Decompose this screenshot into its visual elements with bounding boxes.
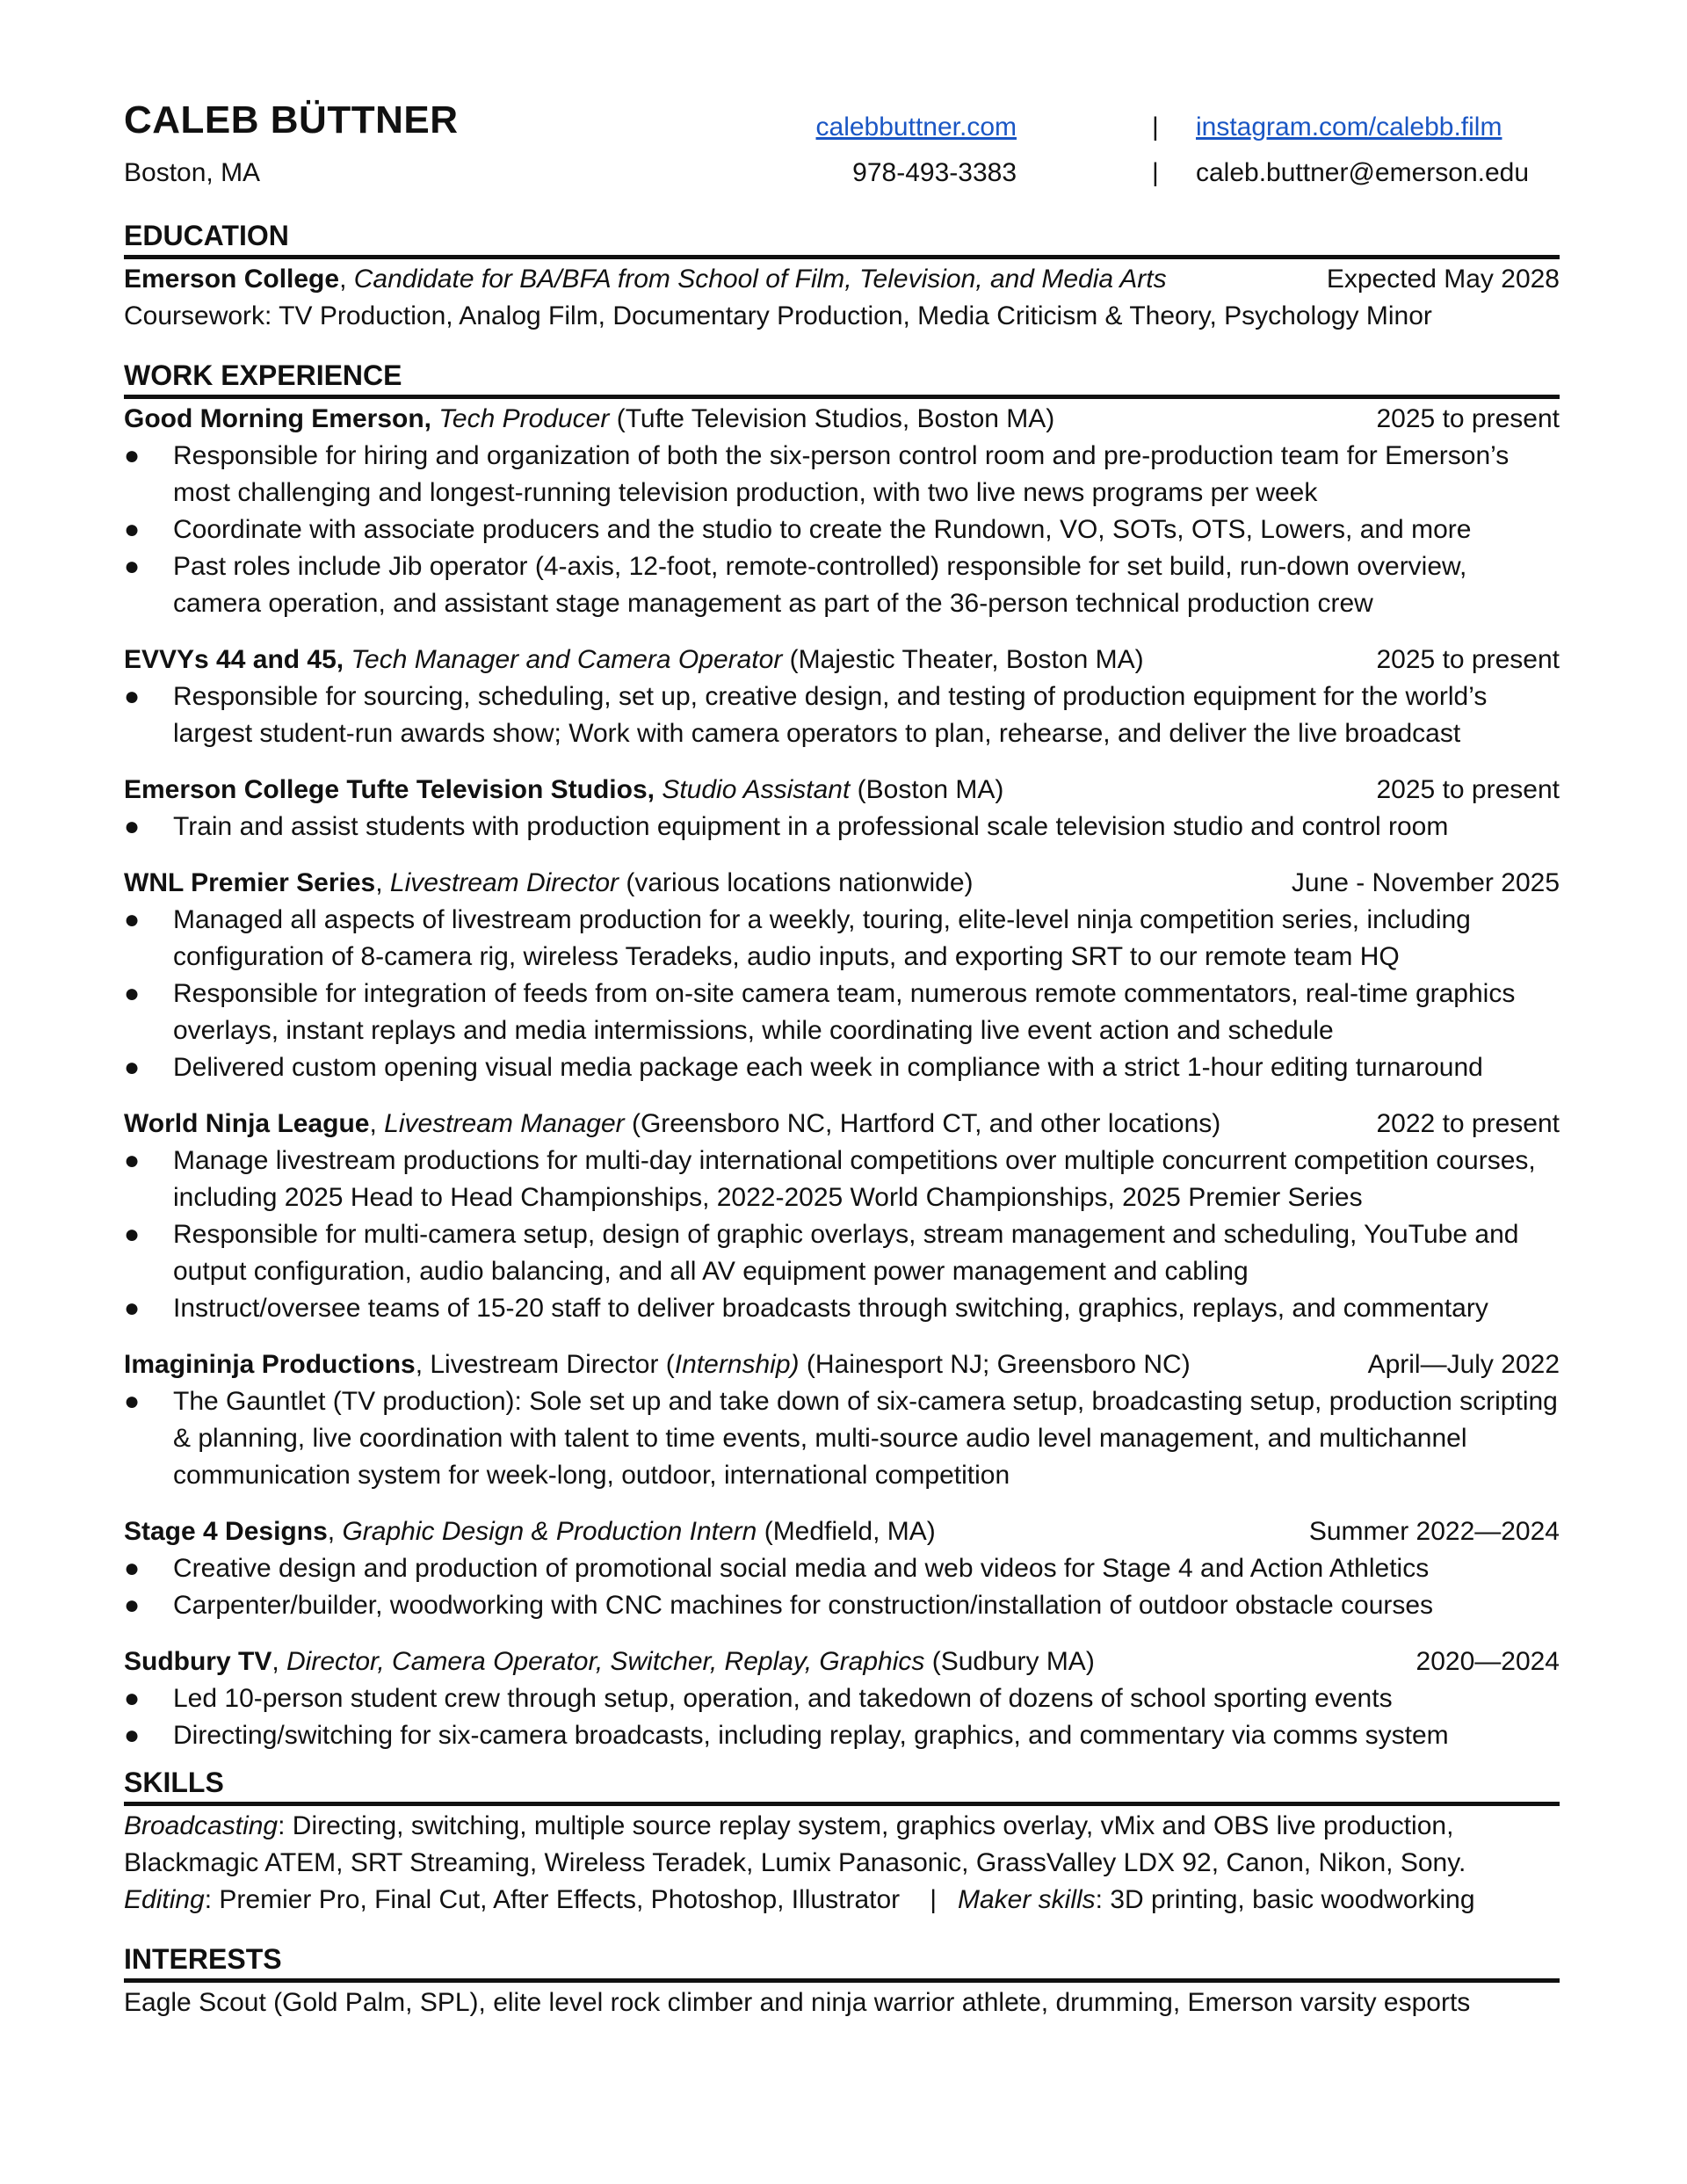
bullet-text: Manage livestream productions for multi-day international competitions over multiple concurrent competition courses, including 2025 Head to Head Championships, 2022-2025 World Championships, 2025 Premier Series	[173, 1146, 1536, 1212]
job-organization: EVVYs 44 and 45,	[124, 645, 344, 674]
job-organization: World Ninja League	[124, 1109, 370, 1138]
bullet-text: Carpenter/builder, woodworking with CNC machines for construction/installation of outdoor obstacle courses	[173, 1591, 1434, 1620]
bullet-text: Managed all aspects of livestream production for a weekly, touring, elite-level ninja competition series, including configuration of 8-camera rig, wireless Teradeks, audio inputs, and exporting SRT to our remote team HQ	[173, 905, 1471, 971]
section-divider	[124, 255, 1560, 259]
job-organization: Sudbury TV	[124, 1647, 272, 1676]
job-bullet	[124, 512, 1560, 548]
job-entry	[124, 865, 1560, 1086]
job-date: 2025 to present	[1376, 404, 1560, 433]
job-bullet	[124, 1550, 1560, 1587]
job-organization: Emerson College Tufte Television Studios,	[124, 775, 655, 804]
job-entry	[124, 401, 1560, 622]
job-date: June - November 2025	[1291, 868, 1560, 897]
job-bullet	[124, 1383, 1560, 1494]
bullet-text: Responsible for multi-camera setup, design of graphic overlays, stream management and scheduling, YouTube and output configuration, audio balancing, and all AV equipment power management and cabling	[173, 1220, 1519, 1286]
bullet-icon: ●	[124, 1721, 141, 1750]
job-location: (Boston MA)	[857, 775, 1004, 804]
bullet-text: Responsible for hiring and organization of both the six-person control room and pre-production team for Emerson’s most challenging and longest-running television production, with two live news programs per week	[173, 441, 1510, 507]
skills-text: : Directing, switching, multiple source replay system, graphics overlay, vMix and OBS live production,	[278, 1811, 1454, 1840]
candidate-location: Boston, MA	[124, 158, 261, 187]
job-location: (Tufte Television Studios, Boston MA)	[616, 404, 1055, 433]
job-entry	[124, 1346, 1560, 1494]
bullet-icon: ●	[124, 441, 141, 470]
skills-editing-maker	[124, 1882, 1560, 1919]
job-heading	[124, 401, 1560, 438]
bullet-text: Led 10-person student crew through setup, operation, and takedown of dozens of school sporting events	[173, 1684, 1393, 1713]
job-date: 2025 to present	[1376, 775, 1560, 804]
job-bullet	[124, 1717, 1560, 1754]
bullet-icon: ●	[124, 812, 141, 841]
bullet-text: The Gauntlet (TV production): Sole set up and take down of six-camera setup, broadcasting setup, production scripting & planning, live coordination with talent to time events, multi-source audio level management, and multichannel communication system for week-long, outdoor, international competition	[173, 1387, 1558, 1490]
bullet-text: Responsible for integration of feeds from on-site camera team, numerous remote commentators, real-time graphics overlays, instant replays and media intermissions, while coordinating live event action and schedule	[173, 979, 1516, 1045]
job-heading: World Ninja League, Livestream Manager (Greensboro NC, Hartford CT, and other locations) 2022 to present	[124, 1106, 1560, 1143]
job-bullet	[124, 548, 1560, 622]
coursework: Coursework: TV Production, Analog Film, Documentary Production, Media Criticism & Theory, Psychology Minor	[124, 301, 1432, 330]
job-entry	[124, 1643, 1560, 1754]
section-title-interests: INTERESTS	[124, 1943, 282, 1975]
bullet-text: Coordinate with associate producers and the studio to create the Rundown, VO, SOTs, OTS, Lowers, and more	[173, 515, 1472, 544]
section-divider	[124, 395, 1560, 399]
job-bullet	[124, 902, 1560, 976]
job-bullet	[124, 1216, 1560, 1290]
job-bullet	[124, 809, 1560, 845]
work-section	[124, 358, 1560, 1754]
skills-divider: |	[930, 1885, 937, 1914]
bullet-icon: ●	[124, 1387, 141, 1416]
job-role: Internship)	[674, 1350, 800, 1379]
job-entry	[124, 1106, 1560, 1327]
job-role: Director, Camera Operator, Switcher, Replay, Graphics	[286, 1647, 925, 1676]
section-title-skills: SKILLS	[124, 1767, 224, 1798]
bullet-icon: ●	[124, 905, 141, 934]
job-bullet	[124, 678, 1560, 752]
job-role-plain: Livestream Director (	[430, 1350, 675, 1379]
resume-page	[124, 98, 1560, 2021]
job-list	[124, 401, 1560, 1754]
job-heading: Imagininja Productions, Livestream Director (Internship) (Hainesport NJ; Greensboro NC) April—July 2022	[124, 1346, 1560, 1383]
contact-separator: |	[1152, 112, 1159, 141]
bullet-icon: ●	[124, 1684, 141, 1713]
job-organization: Stage 4 Designs	[124, 1517, 328, 1546]
section-title-education: EDUCATION	[124, 220, 289, 251]
bullet-icon: ●	[124, 979, 141, 1008]
bullet-icon: ●	[124, 1591, 141, 1620]
contact-separator: |	[1152, 158, 1159, 187]
job-bullet	[124, 1680, 1560, 1717]
instagram-link[interactable]: instagram.com/calebb.film	[1196, 112, 1502, 141]
skills-label: Editing	[124, 1885, 205, 1914]
bullet-icon: ●	[124, 1053, 141, 1082]
resume-header	[124, 98, 1560, 199]
skills-text: : 3D printing, basic woodworking	[1095, 1885, 1475, 1914]
bullet-icon: ●	[124, 682, 141, 711]
skills-broadcasting	[124, 1808, 1560, 1845]
interests-section	[124, 1941, 1560, 2021]
job-date: 2022 to present	[1376, 1109, 1560, 1138]
job-entry	[124, 1513, 1560, 1624]
section-title-work: WORK EXPERIENCE	[124, 359, 402, 391]
bullet-text: Responsible for sourcing, scheduling, set up, creative design, and testing of production equipment for the world’s largest student-run awards show; Work with camera operators to plan, rehearse, and deliver the live broadcast	[173, 682, 1488, 748]
job-location: (Hainesport NJ; Greensboro NC)	[806, 1350, 1191, 1379]
job-location: (Sudbury MA)	[931, 1647, 1095, 1676]
job-location: (Greensboro NC, Hartford CT, and other locations)	[631, 1109, 1221, 1138]
bullet-text: Directing/switching for six-camera broadcasts, including replay, graphics, and commentary via comms system	[173, 1721, 1449, 1750]
job-bullet	[124, 1143, 1560, 1216]
skills-label: Broadcasting	[124, 1811, 279, 1840]
job-date: 2025 to present	[1376, 645, 1560, 674]
job-location: (various locations nationwide)	[626, 868, 974, 897]
job-role: Tech Manager and Camera Operator	[351, 645, 783, 674]
bullet-text: Train and assist students with production equipment in a professional scale television studio and control room	[173, 812, 1449, 841]
job-date: Summer 2022—2024	[1308, 1517, 1560, 1546]
job-entry	[124, 772, 1560, 845]
job-location: (Medfield, MA)	[764, 1517, 936, 1546]
job-heading: WNL Premier Series, Livestream Director (various locations nationwide) June - November 2025	[124, 865, 1560, 902]
skills-broadcasting-cont: Blackmagic ATEM, SRT Streaming, Wireless Teradek, Lumix Panasonic, GrassValley LDX 92, Canon, Nikon, Sony.	[124, 1848, 1466, 1877]
education-section	[124, 218, 1560, 335]
skills-label: Maker skills	[957, 1885, 1096, 1914]
bullet-text: Delivered custom opening visual media package each week in compliance with a strict 1-hour editing turnaround	[173, 1053, 1483, 1082]
job-heading	[124, 772, 1560, 809]
email-address: caleb.buttner@emerson.edu	[1196, 158, 1530, 187]
bullet-icon: ●	[124, 552, 141, 581]
job-organization: WNL Premier Series	[124, 868, 376, 897]
job-heading: Stage 4 Designs, Graphic Design & Production Intern (Medfield, MA) Summer 2022—2024	[124, 1513, 1560, 1550]
job-heading	[124, 642, 1560, 678]
phone-number: 978-493-3383	[852, 158, 1017, 187]
school-name: Emerson College	[124, 265, 340, 294]
bullet-text: Instruct/oversee teams of 15-20 staff to deliver broadcasts through switching, graphics, replays, and commentary	[173, 1294, 1488, 1323]
degree: Candidate for BA/BFA from School of Film, Television, and Media Arts	[353, 265, 1167, 294]
job-heading: Sudbury TV, Director, Camera Operator, Switcher, Replay, Graphics (Sudbury MA) 2020—2024	[124, 1643, 1560, 1680]
job-role: Tech Producer	[438, 404, 610, 433]
education-date: Expected May 2028	[1326, 265, 1560, 294]
job-bullet	[124, 1290, 1560, 1327]
job-organization: Good Morning Emerson,	[124, 404, 431, 433]
section-divider	[124, 1802, 1560, 1806]
job-entry	[124, 642, 1560, 752]
job-bullet	[124, 438, 1560, 512]
job-organization: Imagininja Productions	[124, 1350, 416, 1379]
bullet-icon: ●	[124, 1220, 141, 1249]
job-role: Studio Assistant	[662, 775, 851, 804]
education-entry: Emerson College, Candidate for BA/BFA from School of Film, Television, and Media Arts Expected May 2028	[124, 261, 1560, 298]
bullet-icon: ●	[124, 515, 141, 544]
skills-text: : Premier Pro, Final Cut, After Effects, Photoshop, Illustrator	[204, 1885, 901, 1914]
candidate-name: CALEB BÜTTNER	[124, 98, 459, 141]
bullet-text: Past roles include Jib operator (4-axis, 12-foot, remote-controlled) responsible for set build, run-down overview, camera operation, and assistant stage management as part of the 36-person technical production crew	[173, 552, 1467, 618]
bullet-icon: ●	[124, 1294, 141, 1323]
bullet-icon: ●	[124, 1146, 141, 1175]
website-link[interactable]: calebbuttner.com	[815, 112, 1017, 141]
skills-section	[124, 1765, 1560, 1919]
job-bullet	[124, 1049, 1560, 1086]
job-bullet	[124, 1587, 1560, 1624]
bullet-text: Creative design and production of promotional social media and web videos for Stage 4 and Action Athletics	[173, 1554, 1430, 1583]
bullet-icon: ●	[124, 1554, 141, 1583]
job-role: Graphic Design & Production Intern	[342, 1517, 757, 1546]
job-date: April—July 2022	[1367, 1350, 1560, 1379]
job-location: (Majestic Theater, Boston MA)	[789, 645, 1144, 674]
job-bullet	[124, 976, 1560, 1049]
job-role: Livestream Manager	[384, 1109, 625, 1138]
job-role: Livestream Director	[389, 868, 619, 897]
section-divider	[124, 1978, 1560, 1983]
job-date: 2020—2024	[1415, 1647, 1560, 1676]
interests-text: Eagle Scout (Gold Palm, SPL), elite level rock climber and ninja warrior athlete, drumming, Emerson varsity esports	[124, 1988, 1471, 2017]
